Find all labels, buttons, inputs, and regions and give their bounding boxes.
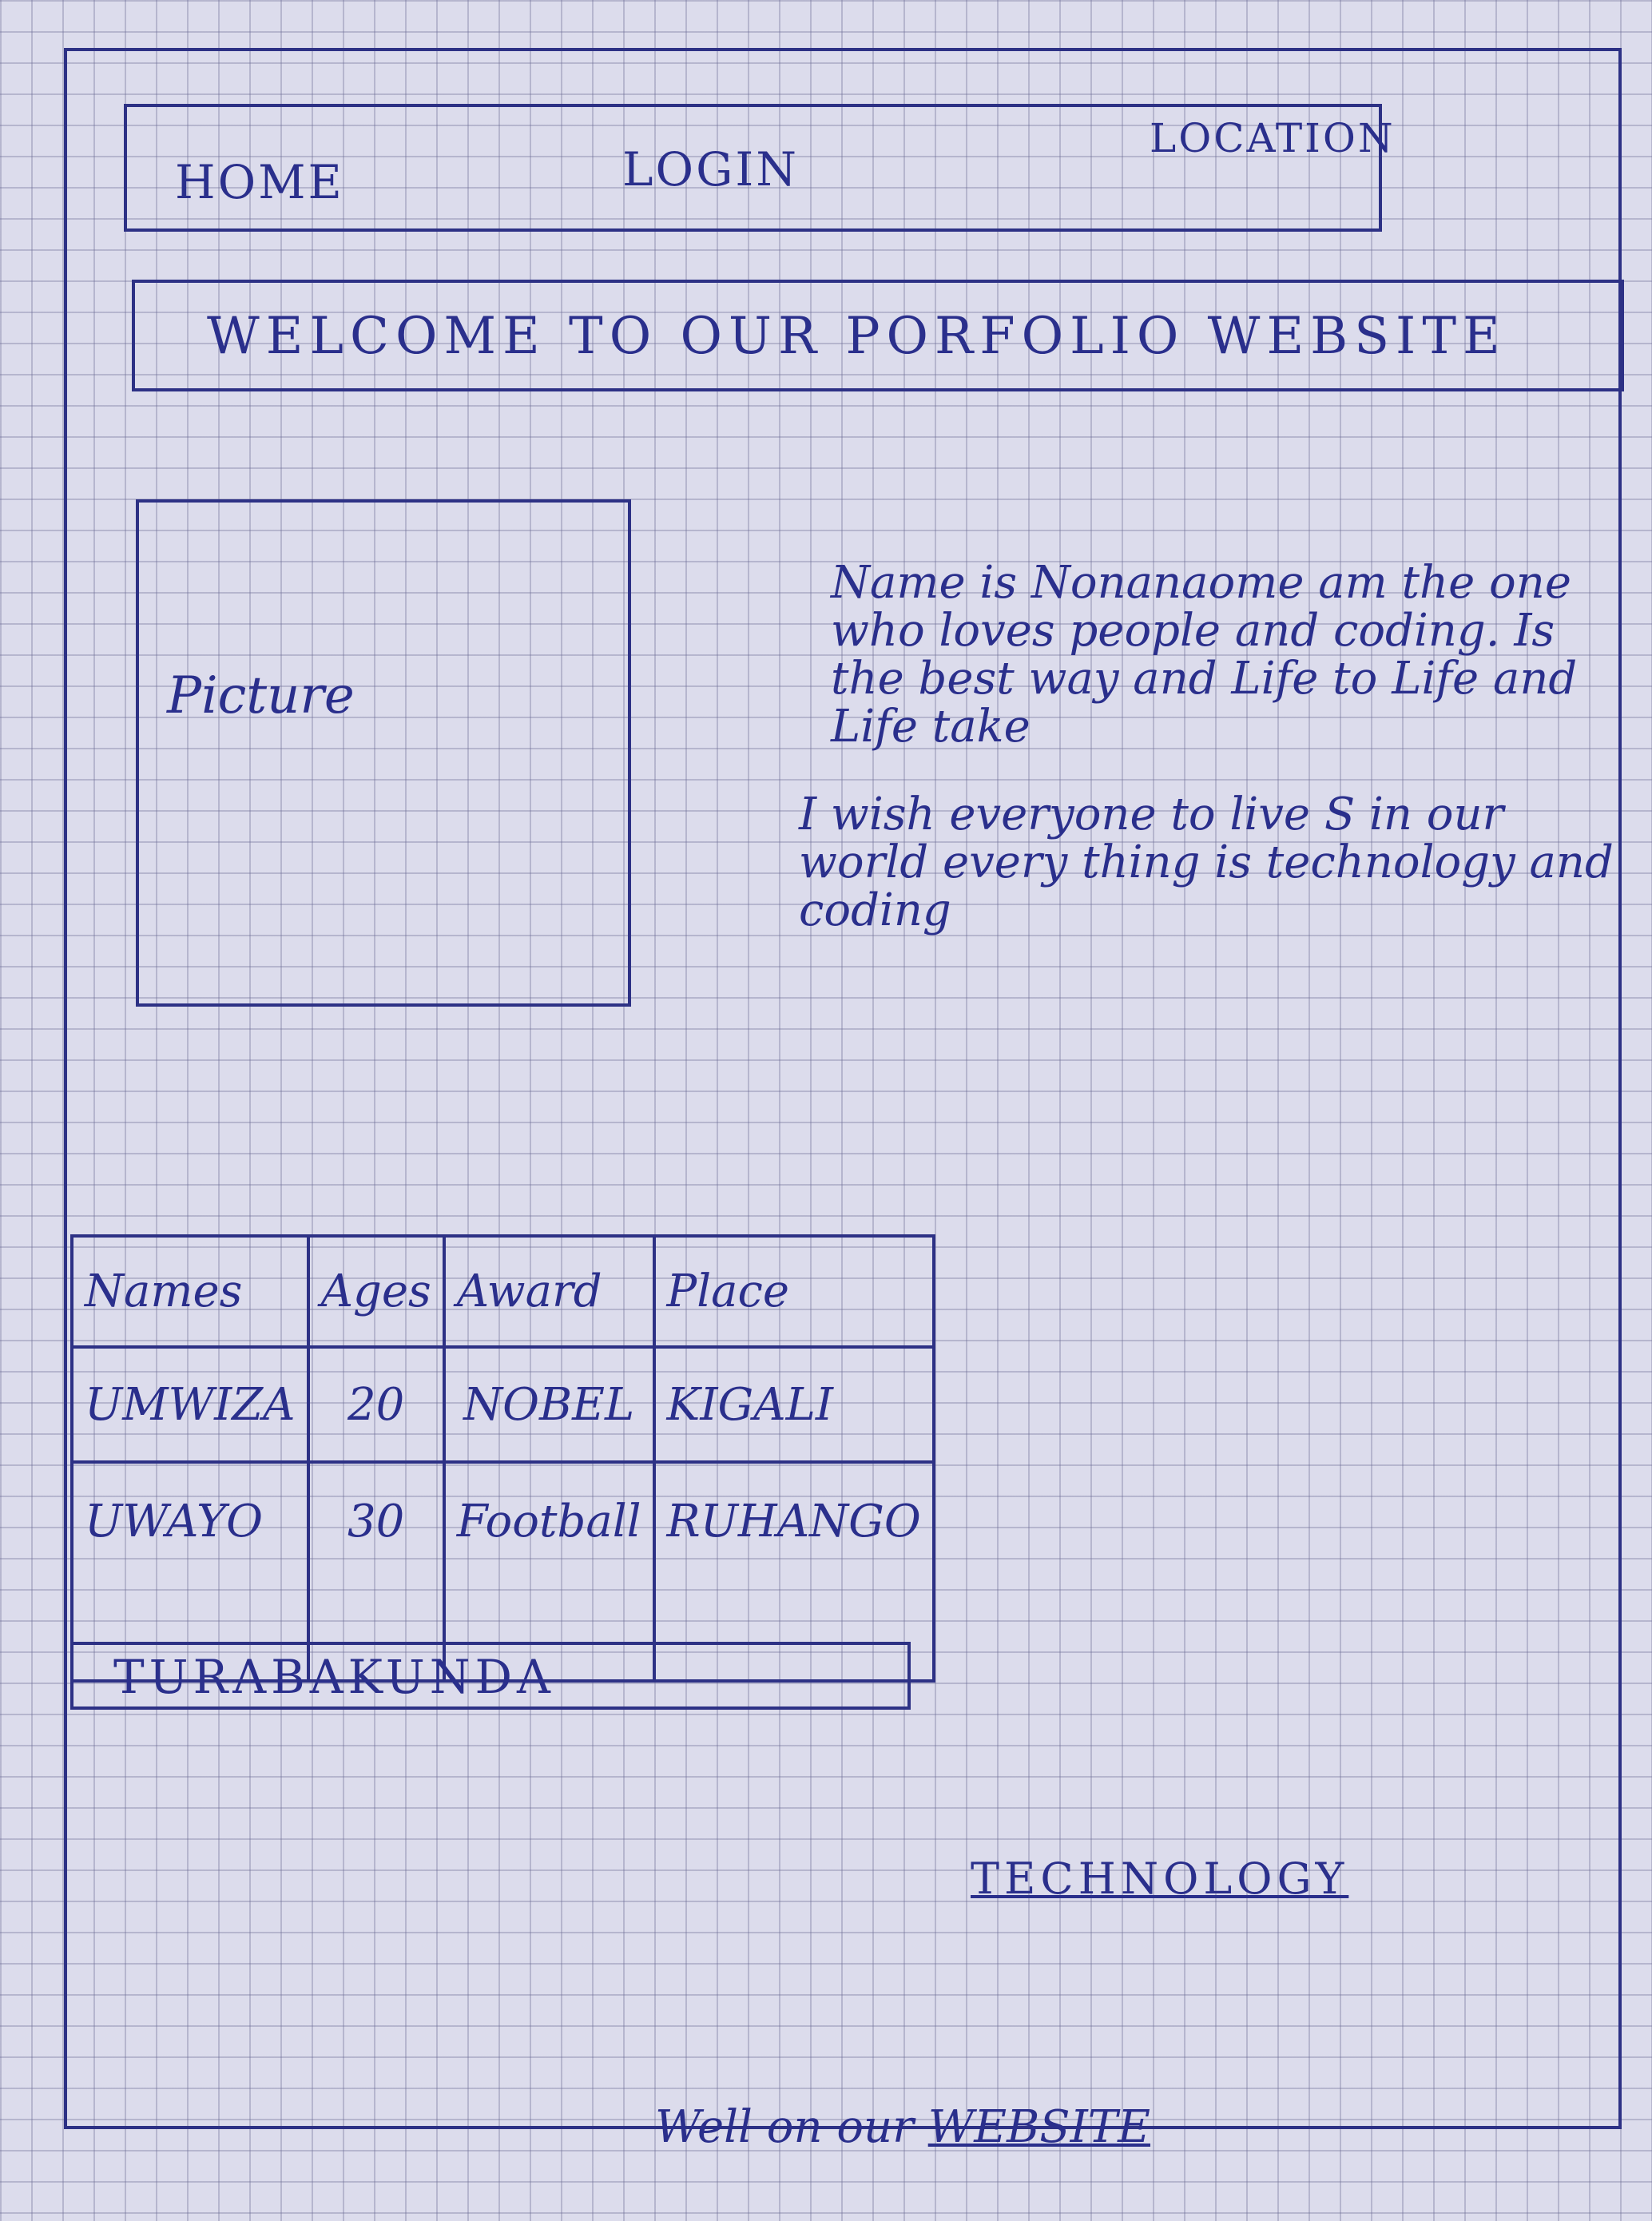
table-cell: Football	[444, 1462, 654, 1681]
bio-paragraph-2: I wish everyone to live S in our world every thing is technology and coding	[799, 789, 1614, 936]
nav-home-link[interactable]: HOME	[175, 155, 344, 209]
banner-title: WELCOME TO OUR PORFOLIO WEBSITE	[207, 307, 1507, 366]
table-header: Award	[444, 1236, 654, 1347]
table-header: Place	[654, 1236, 934, 1347]
nav-location-link[interactable]: LOCATION	[1150, 115, 1396, 161]
table-cell: KIGALI	[654, 1347, 934, 1462]
table-cell: 30	[308, 1462, 444, 1681]
footer-note-prefix: Well on our	[655, 2101, 914, 2153]
table-row	[72, 1347, 934, 1462]
table-cell: UWAYO	[72, 1462, 308, 1681]
table-footer	[70, 1642, 911, 1710]
footer-note	[655, 2101, 1150, 2153]
table-header: Ages	[308, 1236, 444, 1347]
table-header: Names	[72, 1236, 308, 1347]
bio-text	[799, 559, 1622, 935]
picture-placeholder	[136, 499, 631, 1007]
table-cell: RUHANGO	[654, 1462, 934, 1681]
table-footer-text: TURABAKUNDA	[113, 1650, 555, 1704]
welcome-banner	[132, 280, 1624, 391]
technology-link[interactable]: TECHNOLOGY	[971, 1853, 1349, 1904]
table-header-row	[72, 1236, 934, 1347]
people-table	[70, 1234, 935, 1683]
navbar	[124, 104, 1396, 232]
table-cell: UMWIZA	[72, 1347, 308, 1462]
bio-paragraph-1: Name is Nonanaome am the one who loves people and coding. Is the best way and Life to Life and Life take	[831, 557, 1578, 753]
picture-label: Picture	[167, 666, 355, 725]
table-cell: 20	[308, 1347, 444, 1462]
footer-note-website: WEBSITE	[927, 2101, 1151, 2153]
nav-login-link[interactable]: LOGIN	[622, 142, 800, 197]
table-cell: NOBEL	[444, 1347, 654, 1462]
